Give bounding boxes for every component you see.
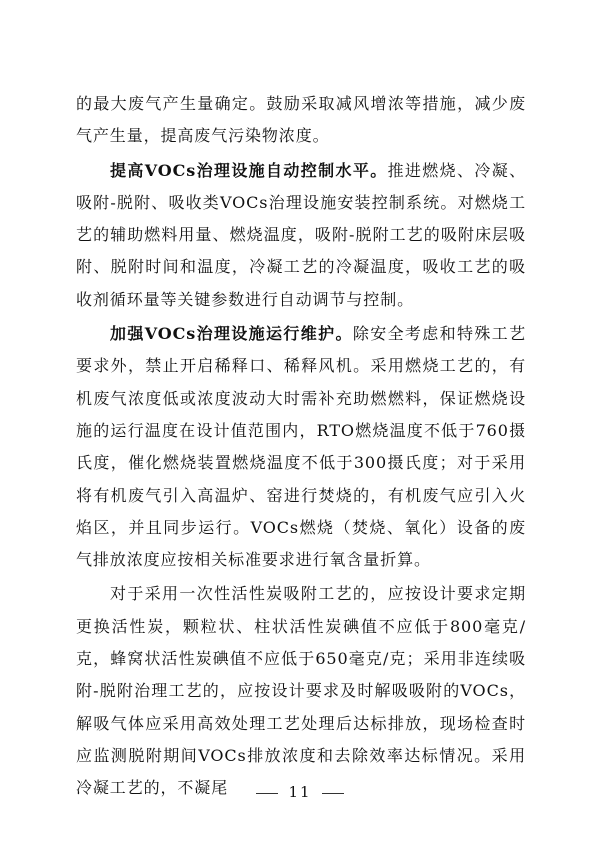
- paragraph-3: [76, 318, 526, 576]
- page-footer: [0, 783, 600, 801]
- page-number: 11: [288, 783, 312, 801]
- paragraph-1: [76, 88, 526, 153]
- paragraph-2-heading: 提高VOCs治理设施自动控制水平。: [110, 160, 388, 180]
- paragraph-4-text: 对于采用一次性活性炭吸附工艺的，应按设计要求定期更换活性炭，颗粒状、柱状活性炭碘值不应低于800毫克/克，蜂窝状活性炭碘值不应低于650毫克/克；采用非连续吸附-脱附治理工艺的，应按设计要求及时解吸吸附的VOCs，解吸气体应采用高效处理工艺处理后达标排放，现场检查时应监测脱附期间VOCs排放浓度和去除效率达标情况。采用冷凝工艺的，不凝尾: [76, 584, 526, 798]
- footer-dash-right: [322, 793, 344, 794]
- paragraph-1-text: 的最大废气产生量确定。鼓励采取减风增浓等措施，减少废气产生量，提高废气污染物浓度。: [76, 94, 526, 146]
- paragraph-3-text: 除安全考虑和特殊工艺要求外，禁止开启稀释口、稀释风机。采用燃烧工艺的，有机废气浓度低或浓度波动大时需补充助燃燃料，保证燃烧设施的运行温度在设计值范围内，RTO燃烧温度不低于760摄氏度，催化燃烧装置燃烧温度不低于300摄氏度；对于采用将有机废气引入高温炉、窑进行焚烧的，有机废气应引入火焰区，并且同步运行。VOCs燃烧（焚烧、氧化）设备的废气排放浓度应按相关标准要求进行氧含量折算。: [76, 324, 526, 570]
- paragraph-3-heading: 加强VOCs治理设施运行维护。: [110, 324, 353, 344]
- footer-dash-left: [256, 793, 278, 794]
- document-page: [76, 88, 526, 805]
- paragraph-2-text: 推进燃烧、冷凝、吸附-脱附、吸收类VOCs治理设施安装控制系统。对燃烧工艺的辅助燃料用量、燃烧温度，吸附-脱附工艺的吸附床层吸附、脱附时间和温度，冷凝工艺的冷凝温度，吸收工艺的吸收剂循环量等关键参数进行自动调节与控制。: [76, 160, 526, 309]
- paragraph-4: [76, 578, 526, 804]
- paragraph-2: [76, 155, 526, 316]
